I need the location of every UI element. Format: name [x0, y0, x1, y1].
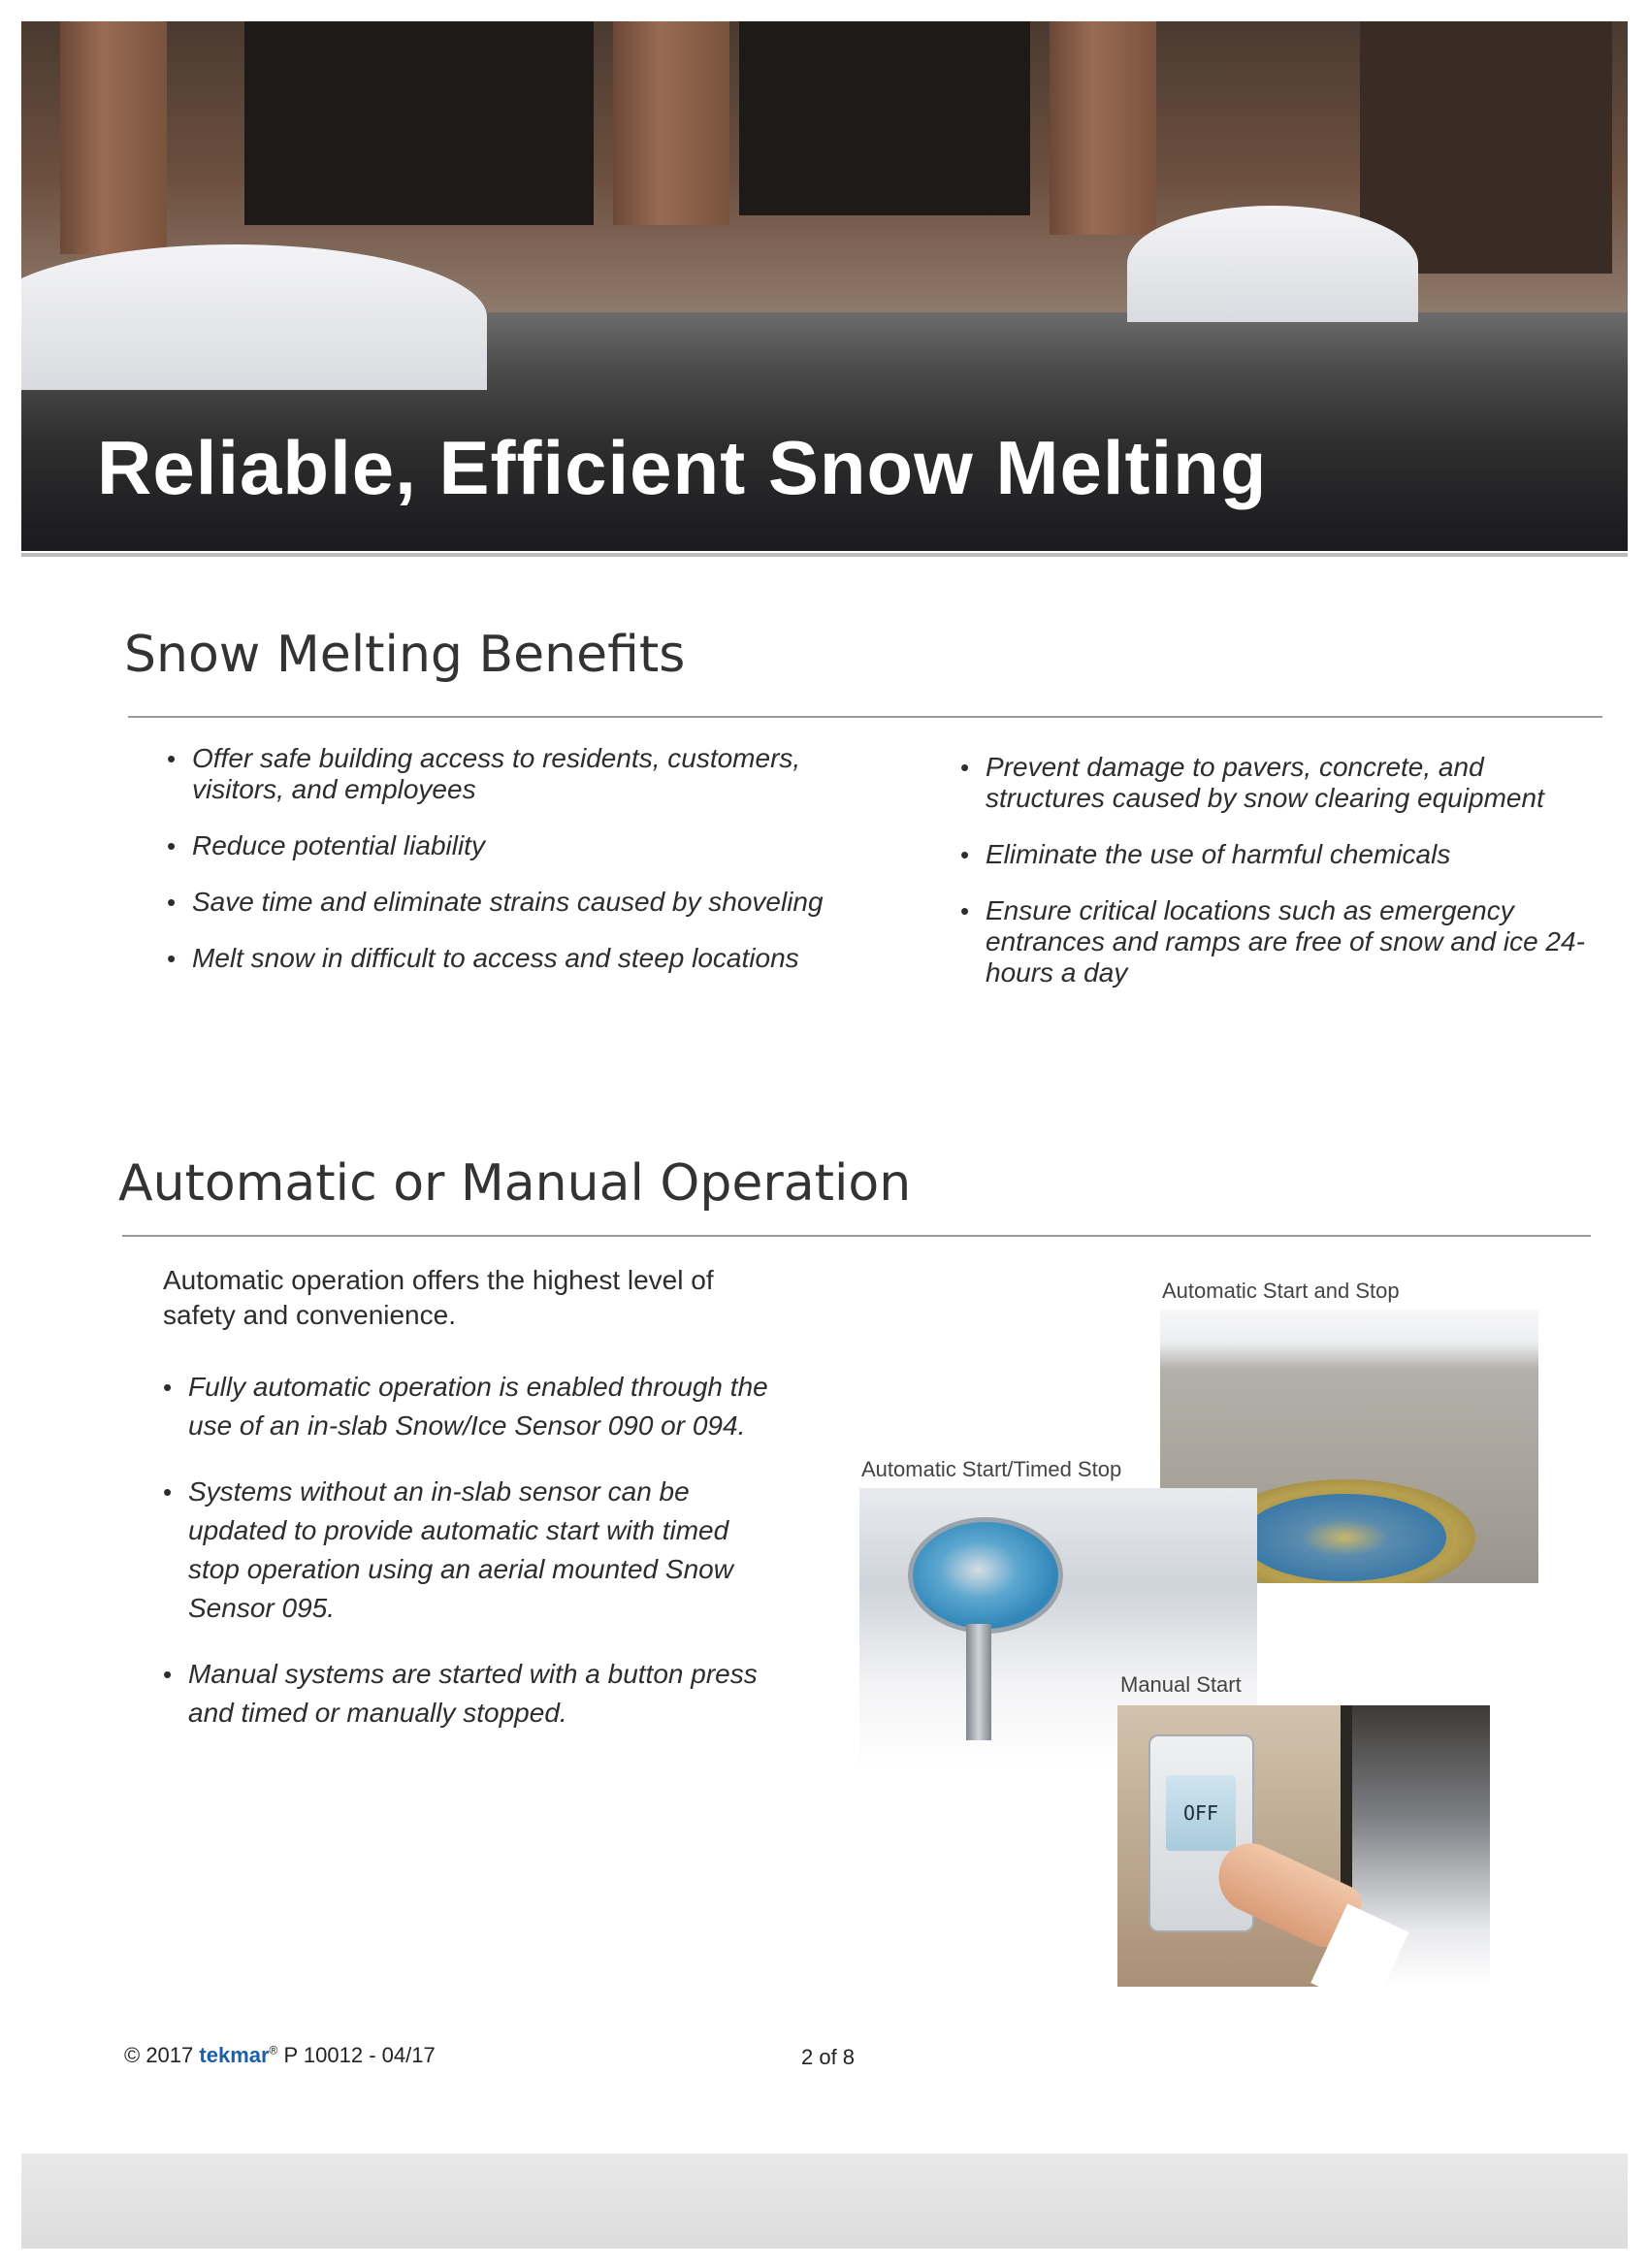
building-doorway — [739, 21, 1030, 215]
tekmar-logo: tekmar — [199, 2043, 270, 2067]
scan-bottom-band — [21, 2154, 1628, 2249]
aerial-sensor-caption: Automatic Start/Timed Stop — [861, 1457, 1122, 1481]
bullet-icon: • — [167, 944, 177, 973]
benefit-item: • Prevent damage to pavers, concrete, and structures caused by snow clearing equipment — [960, 752, 1544, 813]
building-pillar — [60, 21, 167, 254]
hero-banner — [21, 21, 1628, 551]
snow-bank — [21, 244, 487, 390]
hero-divider — [21, 553, 1628, 557]
benefit-item: • Reduce potential liability — [167, 830, 485, 860]
manual-start-caption: Manual Start — [1120, 1672, 1242, 1697]
benefits-list-right — [960, 752, 1600, 1014]
manual-start-photo — [1117, 1705, 1490, 1987]
thermostat-display: OFF — [1166, 1775, 1236, 1851]
bullet-icon: • — [960, 753, 970, 782]
bullet-icon: • — [167, 744, 177, 773]
operation-item: • Fully automatic operation is enabled through the use of an in-slab Snow/Ice Sensor 090 or 094. — [163, 1368, 784, 1445]
benefits-list-left — [167, 743, 865, 999]
benefit-item: • Melt snow in difficult to access and steep locations — [167, 943, 799, 973]
operation-intro: Automatic operation offers the highest level of safety and convenience. — [163, 1265, 714, 1330]
benefit-item: • Offer safe building access to residents, customers, visitors, and employees — [167, 743, 801, 804]
building-pillar — [1050, 21, 1156, 235]
operation-item: • Systems without an in-slab sensor can be updated to provide automatic start with timed stop operation using an aerial mounted Snow Sensor 095. — [163, 1473, 784, 1628]
bullet-icon: • — [167, 831, 177, 860]
bullet-icon: • — [163, 1660, 173, 1689]
benefits-heading: Snow Melting Benefits — [124, 626, 686, 684]
page-number: 2 of 8 — [801, 2045, 856, 2069]
aerial-snow-sensor-icon — [908, 1517, 1063, 1634]
sensor-mount-pole — [966, 1624, 991, 1740]
snow-bank — [1127, 206, 1418, 322]
snow-ice-sensor-icon — [1243, 1494, 1446, 1581]
building-pillar — [613, 21, 729, 225]
operation-item: • Manual systems are started with a button press and timed or manually stopped. — [163, 1655, 784, 1733]
benefit-item: • Eliminate the use of harmful chemicals — [960, 839, 1451, 869]
benefit-item: • Save time and eliminate strains caused by shoveling — [167, 887, 824, 917]
building-doorway — [244, 21, 594, 225]
hero-title: Reliable, Efficient Snow Melting — [97, 425, 1268, 510]
bullet-icon: • — [960, 840, 970, 869]
bullet-icon: • — [960, 896, 970, 925]
bullet-icon: • — [163, 1373, 173, 1402]
benefits-rule — [128, 716, 1602, 718]
bullet-icon: • — [167, 888, 177, 917]
footer-copyright: © 2017 tekmar® P 10012 - 04/17 — [124, 2043, 436, 2067]
operation-rule — [122, 1235, 1591, 1237]
operation-list — [163, 1368, 784, 1760]
slab-sensor-caption: Automatic Start and Stop — [1162, 1279, 1400, 1303]
bullet-icon: • — [163, 1477, 173, 1507]
benefit-item: • Ensure critical locations such as emergency entrances and ramps are free of snow and ice 24-hours a day — [960, 895, 1585, 988]
operation-heading: Automatic or Manual Operation — [118, 1154, 912, 1213]
